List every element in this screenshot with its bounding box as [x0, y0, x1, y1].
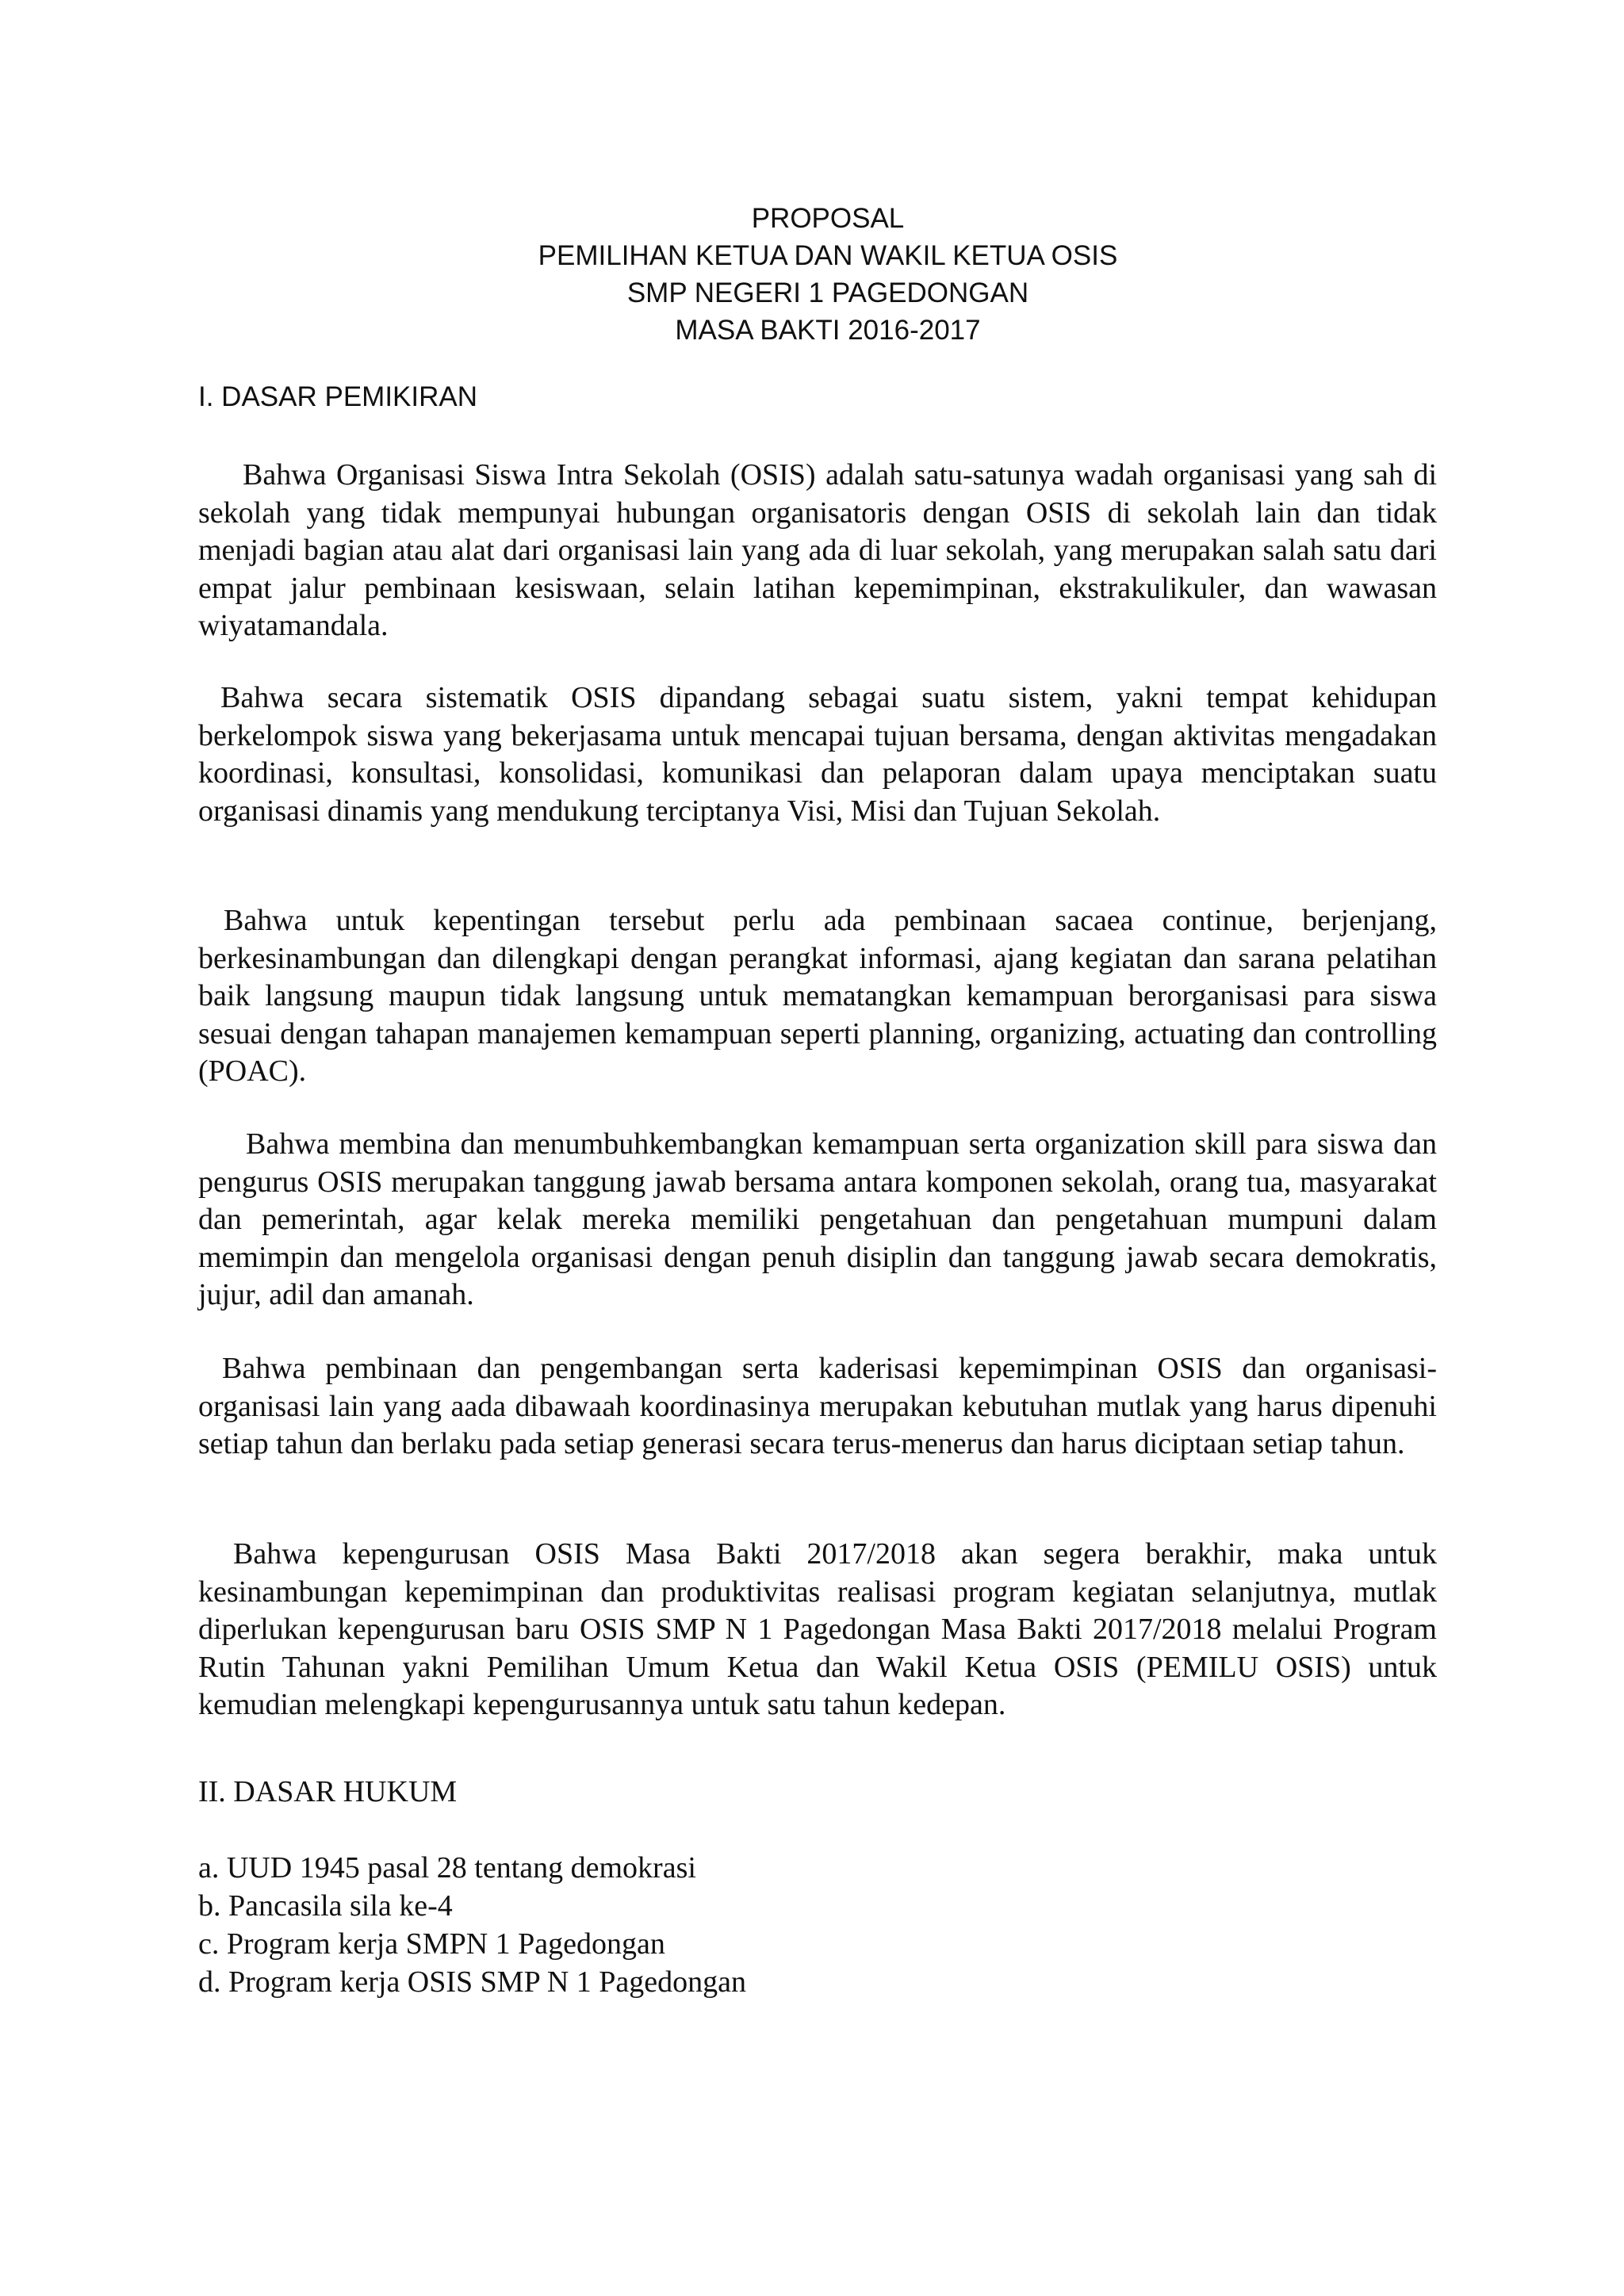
list-item: b. Pancasila sila ke-4 [198, 1889, 453, 1923]
title-line: PROPOSAL [751, 203, 905, 234]
title-line: SMP NEGERI 1 PAGEDONGAN [626, 277, 1029, 308]
list-item: a. UUD 1945 pasal 28 tentang demokrasi [198, 1851, 696, 1885]
paragraph: Bahwa membina dan menumbuhkembangkan kemampuan serta organization skill para siswa dan pengurus OSIS merupakan tanggung jawab bersama antara komponen sekolah, orang tua, masyarakat dan pemerintah, agar kelak mereka memiliki pengetahuan dan pengetahuan mumpuni dalam memimpin dan mengelola organisasi dengan penuh disiplin dan tanggung jawab secara demokratis, jujur, adil dan amanah. [198, 1127, 1437, 1311]
section-heading-dasar-pemikiran: I. DASAR PEMIKIRAN [198, 381, 478, 412]
document-title [0, 200, 1624, 349]
list-item: d. Program kerja OSIS SMP N 1 Pagedongan [198, 1965, 746, 1999]
paragraph: Bahwa pembinaan dan pengembangan serta kaderisasi kepemimpinan OSIS dan organisasi-organisasi lain yang aada dibawaah koordinasinya merupakan kebutuhan mutlak yang harus dipenuhi setiap tahun dan berlaku pada setiap generasi secara terus-menerus dan harus diciptaan setiap tahun. [198, 1352, 1437, 1460]
legal-basis-list [198, 1849, 746, 2001]
title-line: MASA BAKTI 2016-2017 [675, 315, 981, 346]
paragraph: Bahwa kepengurusan OSIS Masa Bakti 2017/2018 akan segera berakhir, maka untuk kesinambungan kepemimpinan dan produktivitas realisasi program kegiatan selanjutnya, mutlak diperlukan kepengurusan baru OSIS SMP N 1 Pagedongan Masa Bakti 2017/2018 melalui Program Rutin Tahunan yakni Pemilihan Umum Ketua dan Wakil Ketua OSIS (PEMILU OSIS) untuk kemudian melengkapi kepengurusannya untuk satu tahun kedepan. [198, 1537, 1437, 1721]
section-heading-dasar-hukum: II. DASAR HUKUM [198, 1775, 458, 1808]
paragraph: Bahwa secara sistematik OSIS dipandang sebagai suatu sistem, yakni tempat kehidupan berkelompok siswa yang bekerjasama untuk mencapai tujuan bersama, dengan aktivitas mengadakan koordinasi, konsultasi, konsolidasi, komunikasi dan pelaporan dalam upaya menciptakan suatu organisasi dinamis yang mendukung terciptanya Visi, Misi dan Tujuan Sekolah. [198, 681, 1437, 828]
title-line: PEMILIHAN KETUA DAN WAKIL KETUA OSIS [538, 240, 1118, 271]
paragraph: Bahwa untuk kepentingan tersebut perlu ada pembinaan sacaea continue, berjenjang, berkesinambungan dan dilengkapi dengan perangkat informasi, ajang kegiatan dan sarana pelatihan baik langsung maupun tidak langsung untuk mematangkan kemampuan berorganisasi para siswa sesuai dengan tahapan manajemen kemampuan seperti planning, organizing, actuating dan controlling (POAC). [198, 904, 1437, 1088]
paragraph: Bahwa Organisasi Siswa Intra Sekolah (OSIS) adalah satu-satunya wadah organisasi yang sah di sekolah yang tidak mempunyai hubungan organisatoris dengan OSIS di sekolah lain dan tidak menjadi bagian atau alat dari organisasi lain yang ada di luar sekolah, yang merupakan salah satu dari empat jalur pembinaan kesiswaan, selain latihan kepemimpinan, ekstrakulikuler, dan wawasan wiyatamandala. [198, 458, 1437, 642]
list-item: c. Program kerja SMPN 1 Pagedongan [198, 1927, 665, 1961]
